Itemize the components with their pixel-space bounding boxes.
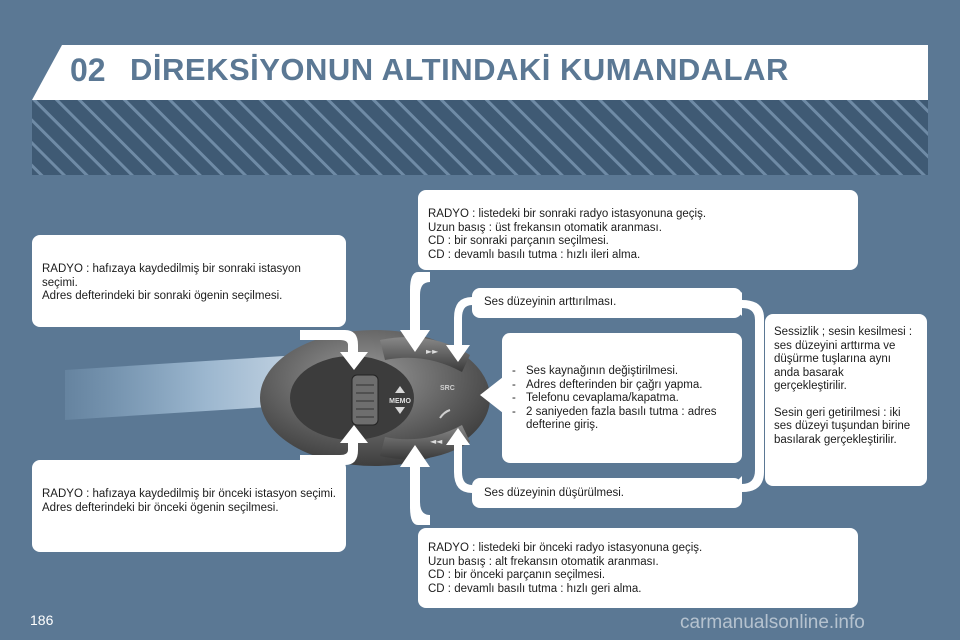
memo-next-box: RADYO : hafızaya kaydedilmiş bir sonraki istasyon seçimi. Adres defterindeki bir sonraki ögenin seçilmesi. <box>32 235 346 327</box>
page-title: DİREKSİYONUN ALTINDAKİ KUMANDALAR <box>130 52 789 87</box>
volume-up-box: Ses düzeyinin arttırılması. <box>472 288 742 318</box>
next-station-box: RADYO : listedeki bir sonraki radyo istasyonuna geçiş. Uzun basış : üst frekansın otomatik aranması. CD : bir sonraki parçanın seçilmesi. CD : devamlı basılı tutma : hızlı ileri alma. <box>418 190 858 270</box>
mute-box: Sessizlik ; sesin kesilmesi : ses düzeyini arttırma ve düşürme tuşlarına aynı anda basarak gerçekleştirilir. Sesin geri getirilmesi : iki ses düzeyi tuşundan birine basılarak gerçekleştirilir. <box>765 314 927 486</box>
volume-down-box: Ses düzeyinin düşürülmesi. <box>472 478 742 508</box>
src-label: SRC <box>440 385 455 392</box>
arrow-mute-bracket-icon <box>742 300 764 492</box>
source-box: - Ses kaynağının değiştirilmesi. - Adres defterinden bir çağrı yapma. - Telefonu cevaplama/kapatma. - 2 saniyeden fazla basılı tutma : adres defterine giriş. <box>502 333 742 463</box>
watermark: carmanualsonline.info <box>680 612 865 633</box>
prev-symbol: ◄◄ <box>430 437 443 446</box>
next-symbol: ►► <box>426 347 439 356</box>
memo-prev-box: RADYO : hafızaya kaydedilmiş bir önceki istasyon seçimi. Adres defterindeki bir önceki ögenin seçilmesi. <box>32 460 346 552</box>
page-number: 186 <box>30 612 54 628</box>
chapter-number: 02 <box>70 52 106 88</box>
memo-label: MEMO <box>389 398 411 405</box>
prev-station-box: RADYO : listedeki bir önceki radyo istasyonuna geçiş. Uzun basış : alt frekansın otomatik aranması. CD : bir önceki parçanın seçilmesi. CD : devamlı basılı tutma : hızlı geri alma. <box>418 528 858 608</box>
